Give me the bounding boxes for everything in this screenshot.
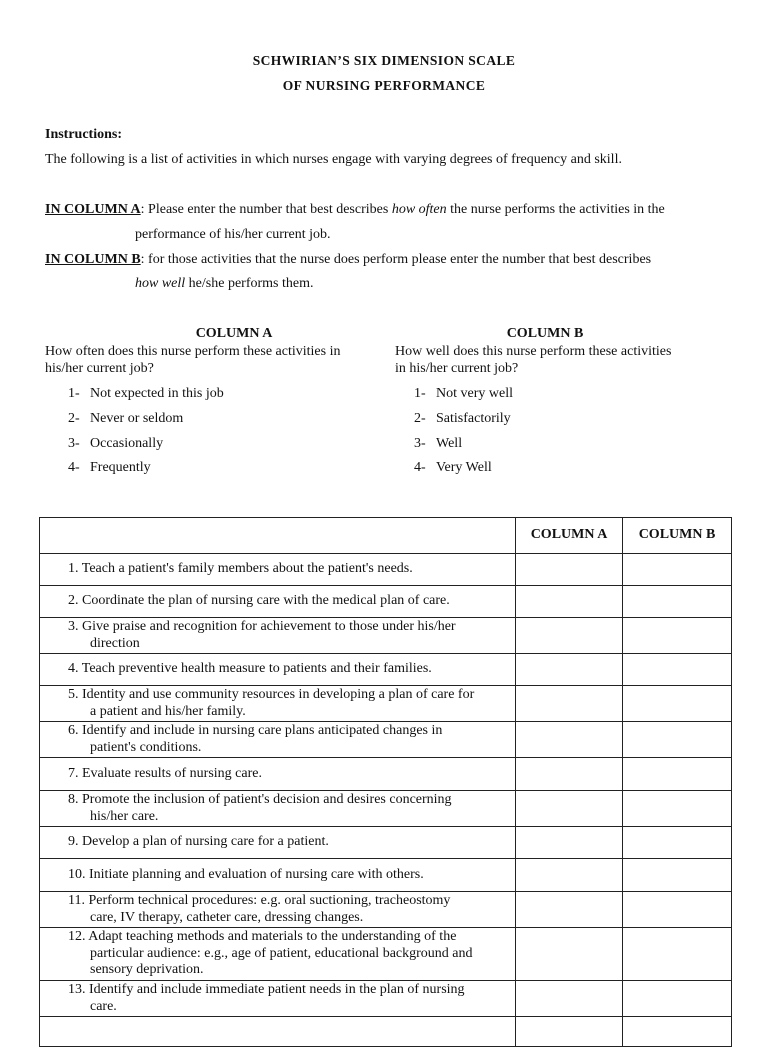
activity-text: 13. Identify and include immediate patient needs in the plan of nursing care. xyxy=(40,981,516,1017)
activity-text: 11. Perform technical procedures: e.g. oral suctioning, tracheostomy care, IV therapy, catheter care, dressing changes. xyxy=(40,892,516,928)
column-b-text-post: he/she performs them. xyxy=(185,276,314,291)
column-a-input-cell[interactable] xyxy=(516,618,623,654)
column-a-input-cell[interactable] xyxy=(516,686,623,722)
activity-text: 12. Adapt teaching methods and materials to the understanding of the particular audience: e.g., age of patient, educational background and sensory deprivation. xyxy=(40,928,516,981)
activity-text: 3. Give praise and recognition for achievement to those under his/her direction xyxy=(40,618,516,654)
scale-a-option: 1- Not expected in this job xyxy=(68,386,224,401)
column-a-input-cell[interactable] xyxy=(516,586,623,618)
table-row xyxy=(40,722,732,758)
scale-a-question-line2: his/her current job? xyxy=(45,361,154,376)
scale-a-option: 4- Frequently xyxy=(68,460,151,475)
table-row xyxy=(40,654,732,686)
activity-text: 1. Teach a patient's family members about the patient's needs. xyxy=(40,554,516,586)
column-a-input-cell[interactable] xyxy=(516,554,623,586)
table-row xyxy=(40,859,732,892)
column-a-input-cell[interactable] xyxy=(516,928,623,981)
column-b-text: : for those activities that the nurse does perform please enter the number that best describes xyxy=(140,252,652,267)
column-b-instruction xyxy=(45,252,651,268)
scale-b-option: 3- Well xyxy=(414,436,463,451)
column-a-input-cell[interactable] xyxy=(516,1017,623,1047)
column-a-input-cell[interactable] xyxy=(516,827,623,859)
column-a-text-line2: performance of his/her current job. xyxy=(135,227,331,242)
column-a-label: IN COLUMN A xyxy=(45,202,141,217)
column-a-input-cell[interactable] xyxy=(516,791,623,827)
column-b-input-cell[interactable] xyxy=(623,981,732,1017)
column-a-text-em: how often xyxy=(391,202,447,217)
column-b-input-cell[interactable] xyxy=(623,791,732,827)
activity-text: 9. Develop a plan of nursing care for a patient. xyxy=(40,827,516,859)
column-b-input-cell[interactable] xyxy=(623,686,732,722)
column-a-input-cell[interactable] xyxy=(516,859,623,892)
table-header-row xyxy=(40,518,732,554)
column-b-input-cell[interactable] xyxy=(623,892,732,928)
table-row xyxy=(40,981,732,1017)
scale-b-option: 2- Satisfactorily xyxy=(414,411,511,426)
activity-text: 7. Evaluate results of nursing care. xyxy=(40,758,516,791)
column-b-input-cell[interactable] xyxy=(623,758,732,791)
header-column-b: COLUMN B xyxy=(623,518,732,554)
column-a-text-post: the nurse performs the activities in the xyxy=(446,202,665,217)
scale-a-heading: COLUMN A xyxy=(195,326,273,341)
table-row xyxy=(40,618,732,654)
column-b-input-cell[interactable] xyxy=(623,618,732,654)
column-b-input-cell[interactable] xyxy=(623,586,732,618)
column-b-text-em: how well xyxy=(135,276,186,291)
rating-table xyxy=(39,517,732,1047)
activity-text: 4. Teach preventive health measure to patients and their families. xyxy=(40,654,516,686)
column-a-input-cell[interactable] xyxy=(516,892,623,928)
column-a-input-cell[interactable] xyxy=(516,758,623,791)
header-column-a: COLUMN A xyxy=(516,518,623,554)
scale-a-question-line1: How often does this nurse perform these activities in xyxy=(45,344,341,359)
column-a-instruction xyxy=(45,202,665,218)
scale-b-question-line1: How well does this nurse perform these activities xyxy=(395,344,672,359)
activity-text: 6. Identify and include in nursing care plans anticipated changes in patient's conditions. xyxy=(40,722,516,758)
column-b-input-cell[interactable] xyxy=(623,654,732,686)
scale-b-option: 4- Very Well xyxy=(414,460,492,475)
column-b-label: IN COLUMN B xyxy=(45,252,141,267)
header-blank-cell xyxy=(40,518,516,554)
scale-b-question-line2: in his/her current job? xyxy=(395,361,519,376)
column-b-text-line2 xyxy=(135,276,313,292)
column-b-input-cell[interactable] xyxy=(623,859,732,892)
column-a-input-cell[interactable] xyxy=(516,722,623,758)
instructions-intro: The following is a list of activities in which nurses engage with varying degrees of frequency and skill. xyxy=(45,152,622,167)
scale-a-option: 2- Never or seldom xyxy=(68,411,184,426)
activity-text: 2. Coordinate the plan of nursing care with the medical plan of care. xyxy=(40,586,516,618)
page-title-line2: OF NURSING PERFORMANCE xyxy=(282,78,486,93)
table-row xyxy=(40,758,732,791)
table-row xyxy=(40,791,732,827)
column-b-input-cell[interactable] xyxy=(623,827,732,859)
scale-a-option: 3- Occasionally xyxy=(68,436,164,451)
scale-b-option: 1- Not very well xyxy=(414,386,513,401)
page-title-line1: SCHWIRIAN’S SIX DIMENSION SCALE xyxy=(252,53,516,68)
table-row xyxy=(40,928,732,981)
instructions-heading: Instructions: xyxy=(45,127,123,142)
table-row xyxy=(40,586,732,618)
column-b-input-cell[interactable] xyxy=(623,554,732,586)
table-row xyxy=(40,554,732,586)
column-b-input-cell[interactable] xyxy=(623,928,732,981)
table-row-partial xyxy=(40,1017,732,1047)
column-b-input-cell[interactable] xyxy=(623,1017,732,1047)
table-row xyxy=(40,686,732,722)
column-a-input-cell[interactable] xyxy=(516,654,623,686)
column-a-text-pre: : Please enter the number that best describes xyxy=(140,202,392,217)
scale-b-heading: COLUMN B xyxy=(506,326,584,341)
table-row xyxy=(40,892,732,928)
column-b-input-cell[interactable] xyxy=(623,722,732,758)
activity-text: 10. Initiate planning and evaluation of nursing care with others. xyxy=(40,859,516,892)
activity-text xyxy=(40,1017,516,1047)
table-row xyxy=(40,827,732,859)
activity-text: 5. Identity and use community resources in developing a plan of care for a patient and his/her family. xyxy=(40,686,516,722)
column-a-input-cell[interactable] xyxy=(516,981,623,1017)
activity-text: 8. Promote the inclusion of patient's decision and desires concerning his/her care. xyxy=(40,791,516,827)
